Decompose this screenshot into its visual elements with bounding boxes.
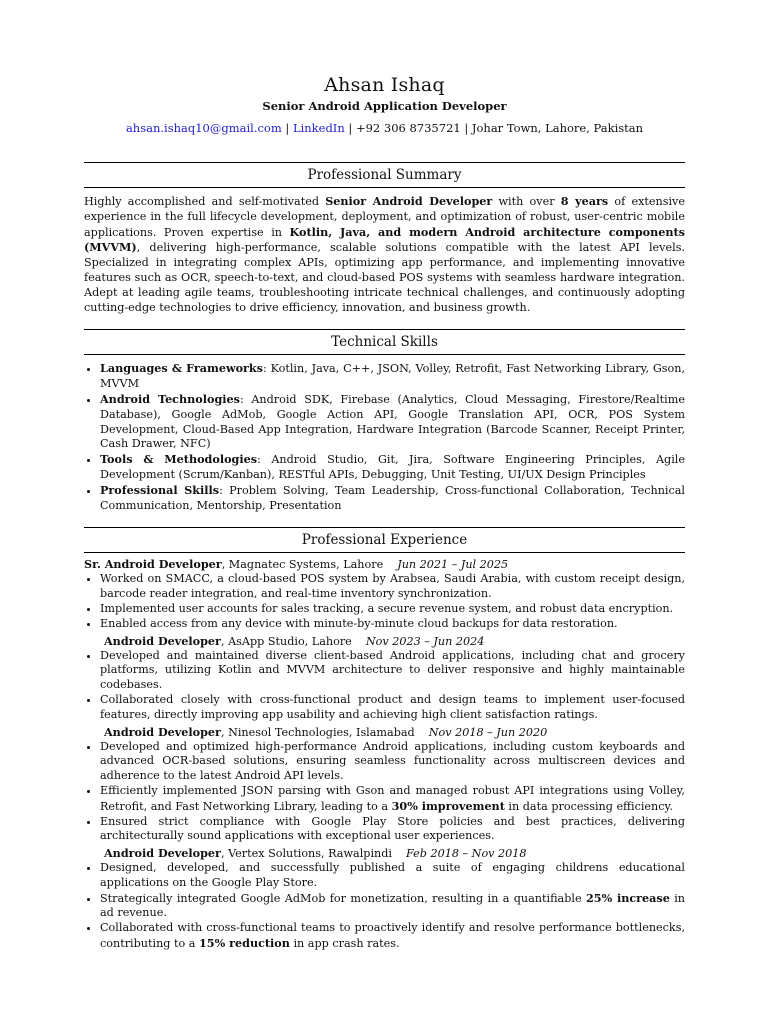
job-role: Android Developer (104, 724, 221, 739)
job-bullet: • Enabled access from any device with minute-by-minute cloud backups for data restoration. (100, 617, 685, 632)
job-bullet: • Collaborated closely with cross-functional product and design teams to implement user-focused features, directly improving app usability and achieving high client satisfaction ratings. (100, 693, 685, 723)
job-company: , Ninesol Technologies, Islamabad (220, 725, 415, 739)
job-bullet: • Implemented user accounts for sales tracking, a secure revenue system, and robust data encryption. (100, 602, 685, 617)
candidate-title: Senior Android Application Developer (262, 99, 507, 113)
job-bullets (84, 572, 685, 631)
job-company: , Vertex Solutions, Rawalpindi (220, 847, 392, 861)
job-bullet: • Designed, developed, and successfully published a suite of engaging childrens educational applications on the Google Play Store. (100, 861, 685, 891)
job-entry (84, 634, 685, 723)
candidate-name: Ahsan Ishaq (324, 74, 445, 96)
job-role: Android Developer (104, 846, 221, 861)
job-company: , Magnatec Systems, Lahore (221, 558, 384, 572)
skills-list (84, 361, 685, 513)
job-dates: Feb 2018 – Nov 2018 (405, 847, 527, 861)
summary-paragraph: Highly accomplished and self-motivated Senior Android Developer with over 8 years of extensive experience in the full lifecycle development, deployment, and optimization of robust, user-centric mobile applications. Proven expertise in Kotlin, Java, and modern Android architecture components (MVVM), delivering high-performance, scalable solutions compatible with the latest API levels. Specialized in integrating complex APIs, optimizing app performance, and implementing innovative features such as OCR, speech-to-text, and cloud-based POS systems with seamless hardware integration. Adept at leading agile teams, troubleshooting intricate technical challenges, and continuously adopting cutting-edge technologies to drive efficiency, innovation, and business growth. (84, 194, 685, 314)
section-heading-skills: Technical Skills (84, 329, 685, 355)
job-bullet: • Strategically integrated Google AdMob for monetization, resulting in a quantifiable 25% increase in ad revenue. (100, 891, 685, 922)
skills-item: • Languages & Frameworks: Kotlin, Java, C++, JSON, Volley, Retrofit, Fast Networking Library, Gson, MVVM (100, 361, 685, 392)
job-bullet: • Ensured strict compliance with Google Play Store policies and best practices, delivering architecturally sound applications with exceptional user experiences. (100, 815, 685, 845)
skills-item: • Professional Skills: Problem Solving, Team Leadership, Cross-functional Collaboration, Technical Communication, Mentorship, Presentation (100, 483, 685, 514)
job-role: Android Developer (104, 633, 221, 648)
skills-item: • Android Technologies: Android SDK, Firebase (Analytics, Cloud Messaging, Firestore/Realtime Database), Google AdMob, Google Action API, Google Translation API, OCR, POS System Development, Cloud-Based App Integration, Hardware Integration (Barcode Scanner, Receipt Printer, Cash Drawer, NFC) (100, 392, 685, 452)
job-bullet: • Collaborated with cross-functional teams to proactively identify and resolve performance bottlenecks, contributing to a 15% reduction in app crash rates. (100, 921, 685, 952)
phone-number: +92 306 8735721 (355, 121, 461, 135)
job-bullets (84, 649, 685, 723)
job-company: , AsApp Studio, Lahore (220, 634, 352, 648)
separator: | (460, 121, 472, 135)
job-header (104, 725, 685, 740)
resume-page (84, 72, 685, 952)
job-dates: Jun 2021 – Jul 2025 (397, 558, 509, 572)
job-entry (84, 846, 685, 952)
job-bullet: • Worked on SMACC, a cloud-based POS system by Arabsea, Saudi Arabia, with custom receipt design, barcode reader integration, and real-time inventory synchronization. (100, 572, 685, 602)
skills-item: • Tools & Methodologies: Android Studio, Git, Jira, Software Engineering Principles, Agile Development (Scrum/Kanban), RESTful APIs, Debugging, Unit Testing, UI/UX Design Principles (100, 452, 685, 483)
job-header (104, 846, 685, 861)
job-entry (84, 557, 685, 631)
linkedin-link[interactable]: LinkedIn (292, 121, 345, 135)
job-bullets (84, 861, 685, 952)
separator: | (281, 121, 293, 135)
section-heading-summary: Professional Summary (84, 162, 685, 188)
location: Johar Town, Lahore, Pakistan (471, 121, 644, 135)
email-link[interactable]: ahsan.ishaq10@gmail.com (125, 121, 282, 135)
separator: | (344, 121, 356, 135)
job-entry (84, 725, 685, 845)
job-header (84, 557, 685, 572)
section-heading-experience: Professional Experience (84, 527, 685, 553)
job-bullet: • Developed and optimized high-performance Android applications, including custom keyboards and advanced OCR-based solutions, ensuring seamless functionality across multiscreen devices and adherence to the latest Android API levels. (100, 740, 685, 784)
job-bullets (84, 740, 685, 845)
job-dates: Nov 2023 – Jun 2024 (365, 634, 485, 648)
job-dates: Nov 2018 – Jun 2020 (428, 725, 548, 739)
job-bullet: • Efficiently implemented JSON parsing with Gson and managed robust API integrations using Volley, Retrofit, and Fast Networking Library, leading to a 30% improvement in data processing efficiency. (100, 784, 685, 815)
job-header (104, 634, 685, 649)
contact-line (84, 120, 685, 136)
job-bullet: • Developed and maintained diverse client-based Android applications, including chat and grocery platforms, utilizing Kotlin and MVVM architecture to deliver responsive and highly maintainable codebases. (100, 649, 685, 693)
job-role: Sr. Android Developer (84, 557, 222, 572)
